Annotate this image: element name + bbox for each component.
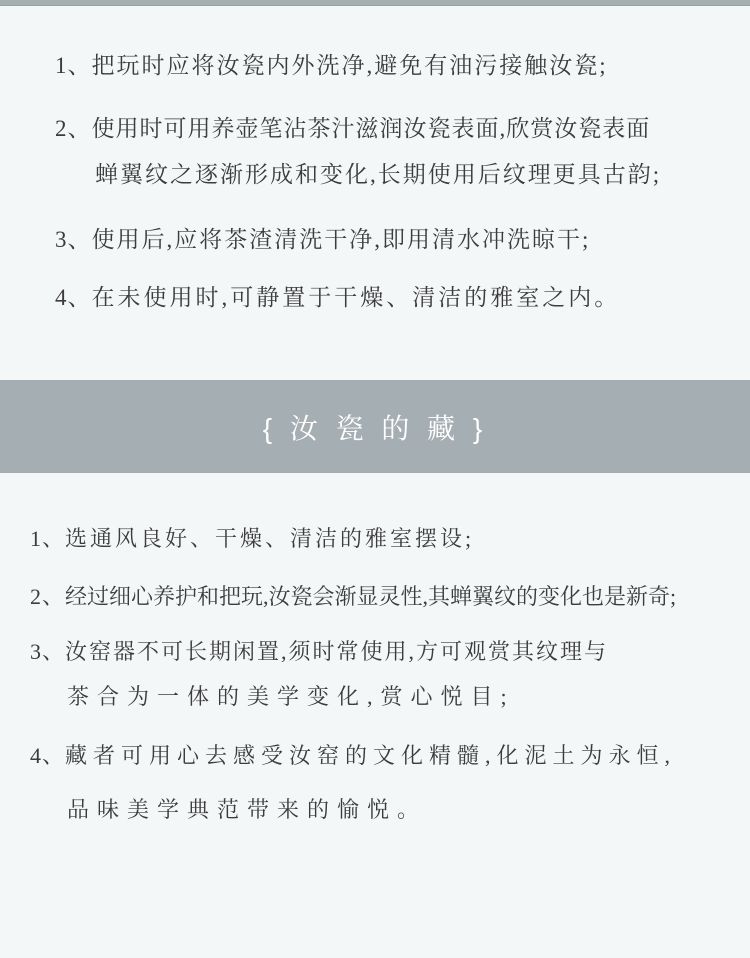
care-item-4 xyxy=(55,286,620,310)
item-number: 3、 xyxy=(55,227,92,252)
collection-banner xyxy=(0,380,750,473)
item-text: 品味美学典范带来的愉悦。 xyxy=(67,797,428,822)
collect-item-1 xyxy=(30,527,474,551)
item-text: 在未使用时,可静置于干燥、清洁的雅室之内。 xyxy=(91,285,621,310)
item-number: 3、 xyxy=(30,639,66,664)
item-text: 藏者可用心去感受汝窑的文化精髓,化泥土为永恒, xyxy=(65,743,677,768)
item-text: 把玩时应将汝瓷内外洗净,避免有油污接触汝瓷; xyxy=(91,53,608,78)
collect-item-2 xyxy=(30,585,676,609)
collection-banner-title: { 汝 瓷 的 藏 } xyxy=(262,412,488,444)
item-number: 4、 xyxy=(55,285,92,310)
collect-item-3-line-1 xyxy=(30,640,608,664)
item-text: 经过细心养护和把玩,汝瓷会渐显灵性,其蝉翼纹的变化也是新奇; xyxy=(65,584,677,609)
item-text: 茶合为一体的美学变化,赏心悦目; xyxy=(67,684,515,709)
item-number: 1、 xyxy=(30,526,66,551)
item-text: 使用后,应将茶渣清洗干净,即用清水冲洗晾干; xyxy=(91,227,591,252)
item-text: 汝窑器不可长期闲置,须时常使用,方可观赏其纹理与 xyxy=(65,639,609,664)
collect-item-3-line-2 xyxy=(67,685,515,709)
top-divider-bar xyxy=(0,0,750,6)
care-item-2-line-2 xyxy=(95,163,661,187)
care-item-1 xyxy=(55,54,608,78)
collect-item-4-line-1 xyxy=(30,744,676,768)
item-number: 4、 xyxy=(30,743,66,768)
item-number: 2、 xyxy=(55,116,92,141)
care-item-3 xyxy=(55,228,590,252)
collect-item-4-line-2 xyxy=(67,798,427,822)
item-number: 2、 xyxy=(30,584,66,609)
care-item-2-line-1 xyxy=(55,117,650,141)
item-text: 使用时可用养壶笔沾茶汁滋润汝瓷表面,欣赏汝瓷表面 xyxy=(91,116,651,141)
item-text: 蝉翼纹之逐渐形成和变化,长期使用后纹理更具古韵; xyxy=(95,162,662,187)
item-text: 选通风良好、干燥、清洁的雅室摆设; xyxy=(65,526,475,551)
item-number: 1、 xyxy=(55,53,92,78)
